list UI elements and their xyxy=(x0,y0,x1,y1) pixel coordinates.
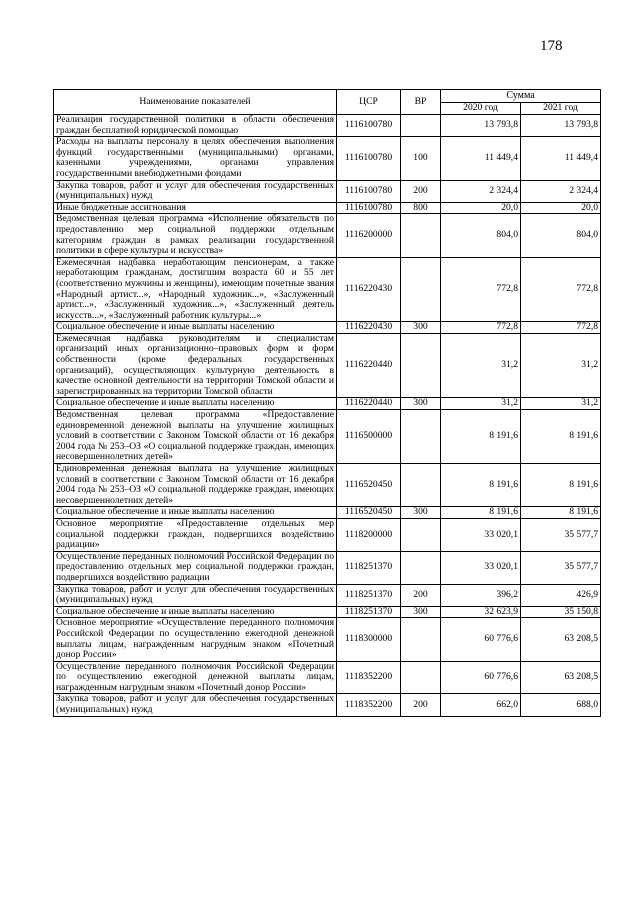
table-row xyxy=(54,606,601,618)
row-csr-cell: 1118352200 xyxy=(337,661,401,694)
row-2021-cell: 426,9 xyxy=(521,584,601,606)
row-csr-cell: 1118300000 xyxy=(337,618,401,661)
row-2021-cell: 804,0 xyxy=(521,214,601,257)
row-name-cell: Основное мероприятие «Предоставление отдельных мер социальной поддержки граждан, подвергшихся воздействию радиации» xyxy=(54,518,337,551)
row-2020-cell: 8 191,6 xyxy=(441,464,521,507)
row-name-cell: Единовременная денежная выплата на улучшение жилищных условий в соответствии с Законом Томской области от 16 декабря 2004 года № 253–ОЗ «О социальной поддержке граждан, имеющих несовершеннолетних детей» xyxy=(54,464,337,507)
row-name-cell: Социальное обеспечение и иные выплаты населению xyxy=(54,606,337,618)
row-vr-cell xyxy=(401,518,441,551)
row-vr-cell: 300 xyxy=(401,507,441,519)
row-2020-cell: 60 776,6 xyxy=(441,661,521,694)
row-name-cell: Осуществление переданных полномочий Российской Федерации по предоставлению отдельных мер социальной поддержки граждан, подвергшихся воздействию радиации xyxy=(54,551,337,584)
row-2020-cell: 804,0 xyxy=(441,214,521,257)
page-number: 178 xyxy=(540,38,563,54)
header-year-2021: 2021 год xyxy=(521,103,601,115)
row-2021-cell: 31,2 xyxy=(521,333,601,398)
row-name-cell: Ведомственная целевая программа «Исполнение обязательств по предоставлению мер социальной поддержки отдельным категориям граждан в рамках реализации государственной политики в сфере культуры и искусства» xyxy=(54,214,337,257)
table-row xyxy=(54,180,601,202)
table-row xyxy=(54,322,601,334)
row-vr-cell: 200 xyxy=(401,694,441,716)
table-row xyxy=(54,137,601,180)
row-name-cell: Закупка товаров, работ и услуг для обеспечения государственных (муниципальных) нужд xyxy=(54,694,337,716)
row-csr-cell: 1118200000 xyxy=(337,518,401,551)
row-2021-cell: 31,2 xyxy=(521,398,601,410)
row-vr-cell xyxy=(401,410,441,464)
table-row xyxy=(54,398,601,410)
row-2020-cell: 20,0 xyxy=(441,202,521,214)
row-vr-cell xyxy=(401,661,441,694)
row-csr-cell: 1116220440 xyxy=(337,333,401,398)
row-vr-cell: 300 xyxy=(401,606,441,618)
row-2021-cell: 35 577,7 xyxy=(521,551,601,584)
row-name-cell: Закупка товаров, работ и услуг для обеспечения государственных (муниципальных) нужд xyxy=(54,584,337,606)
row-csr-cell: 1116220430 xyxy=(337,322,401,334)
row-vr-cell xyxy=(401,115,441,137)
row-2020-cell: 772,8 xyxy=(441,322,521,334)
row-csr-cell: 1116520450 xyxy=(337,464,401,507)
row-2021-cell: 8 191,6 xyxy=(521,507,601,519)
row-2021-cell: 35 577,7 xyxy=(521,518,601,551)
table-row xyxy=(54,507,601,519)
row-2020-cell: 8 191,6 xyxy=(441,507,521,519)
row-2020-cell: 8 191,6 xyxy=(441,410,521,464)
row-2020-cell: 32 623,9 xyxy=(441,606,521,618)
row-vr-cell xyxy=(401,333,441,398)
row-2021-cell: 63 208,5 xyxy=(521,618,601,661)
row-2020-cell: 33 020,1 xyxy=(441,518,521,551)
row-name-cell: Социальное обеспечение и иные выплаты населению xyxy=(54,322,337,334)
row-csr-cell: 1116100780 xyxy=(337,137,401,180)
table-row xyxy=(54,518,601,551)
row-2021-cell: 11 449,4 xyxy=(521,137,601,180)
row-2020-cell: 662,0 xyxy=(441,694,521,716)
row-2021-cell: 772,8 xyxy=(521,322,601,334)
row-vr-cell: 200 xyxy=(401,180,441,202)
row-vr-cell xyxy=(401,551,441,584)
row-2021-cell: 8 191,6 xyxy=(521,410,601,464)
header-year-2020: 2020 год xyxy=(441,103,521,115)
row-2021-cell: 688,0 xyxy=(521,694,601,716)
table-row xyxy=(54,214,601,257)
row-csr-cell: 1118251370 xyxy=(337,606,401,618)
row-2020-cell: 31,2 xyxy=(441,333,521,398)
row-name-cell: Закупка товаров, работ и услуг для обеспечения государственных (муниципальных) нужд xyxy=(54,180,337,202)
row-csr-cell: 1116220440 xyxy=(337,398,401,410)
row-vr-cell: 200 xyxy=(401,584,441,606)
row-csr-cell: 1116200000 xyxy=(337,214,401,257)
row-name-cell: Осуществление переданного полномочия Российской Федерации по осуществлению ежегодной денежной выплаты лицам, награжденным нагрудным знаком «Почетный донор России» xyxy=(54,661,337,694)
table-row xyxy=(54,115,601,137)
table-row xyxy=(54,584,601,606)
row-name-cell: Ежемесячная надбавка руководителям и специалистам организаций иных организационно–правовых форм и форм собственности (кроме федеральных государственных организаций), осуществляющих культурную деятельность в качестве основной деятельности на территории Томской области и зарегистрированных на территории Томской области xyxy=(54,333,337,398)
header-sum: Сумма xyxy=(441,90,601,103)
row-2020-cell: 396,2 xyxy=(441,584,521,606)
row-csr-cell: 1116500000 xyxy=(337,410,401,464)
row-name-cell: Иные бюджетные ассигнования xyxy=(54,202,337,214)
row-csr-cell: 1118251370 xyxy=(337,584,401,606)
row-2021-cell: 63 208,5 xyxy=(521,661,601,694)
budget-table xyxy=(53,89,601,717)
row-2020-cell: 13 793,8 xyxy=(441,115,521,137)
row-csr-cell: 1118352200 xyxy=(337,694,401,716)
table-row xyxy=(54,661,601,694)
row-2020-cell: 2 324,4 xyxy=(441,180,521,202)
row-vr-cell xyxy=(401,257,441,322)
row-name-cell: Реализация государственной политики в области обеспечения граждан бесплатной юридической помощью xyxy=(54,115,337,137)
table-row xyxy=(54,694,601,716)
header-name: Наименование показателей xyxy=(54,90,337,115)
row-vr-cell: 100 xyxy=(401,137,441,180)
row-2021-cell: 8 191,6 xyxy=(521,464,601,507)
row-2020-cell: 33 020,1 xyxy=(441,551,521,584)
row-csr-cell: 1116100780 xyxy=(337,202,401,214)
row-name-cell: Расходы на выплаты персоналу в целях обеспечения выполнения функций государственными (муниципальными) органами, казенными учреждениями, органами управления государственными внебюджетными фондами xyxy=(54,137,337,180)
row-vr-cell xyxy=(401,464,441,507)
row-csr-cell: 1116220430 xyxy=(337,257,401,322)
table-row xyxy=(54,618,601,661)
row-2021-cell: 13 793,8 xyxy=(521,115,601,137)
table-row xyxy=(54,333,601,398)
header-csr: ЦСР xyxy=(337,90,401,115)
row-vr-cell xyxy=(401,618,441,661)
table-row xyxy=(54,257,601,322)
row-2020-cell: 772,8 xyxy=(441,257,521,322)
row-2021-cell: 35 150,8 xyxy=(521,606,601,618)
row-name-cell: Социальное обеспечение и иные выплаты населению xyxy=(54,398,337,410)
row-2020-cell: 60 776,6 xyxy=(441,618,521,661)
row-2021-cell: 20,0 xyxy=(521,202,601,214)
row-2020-cell: 31,2 xyxy=(441,398,521,410)
table-body xyxy=(54,115,601,717)
row-2021-cell: 2 324,4 xyxy=(521,180,601,202)
row-2021-cell: 772,8 xyxy=(521,257,601,322)
row-name-cell: Основное мероприятие «Осуществление переданного полномочия Российской Федерации по осуществлению ежегодной денежной выплаты лицам, награжденным нагрудным знаком «Почетный донор России» xyxy=(54,618,337,661)
row-vr-cell: 300 xyxy=(401,398,441,410)
row-vr-cell xyxy=(401,214,441,257)
row-2020-cell: 11 449,4 xyxy=(441,137,521,180)
row-csr-cell: 1116100780 xyxy=(337,180,401,202)
table-row xyxy=(54,464,601,507)
table-row xyxy=(54,551,601,584)
row-vr-cell: 800 xyxy=(401,202,441,214)
table-row xyxy=(54,410,601,464)
row-csr-cell: 1116100780 xyxy=(337,115,401,137)
row-vr-cell: 300 xyxy=(401,322,441,334)
row-name-cell: Ежемесячная надбавка неработающим пенсионерам, а также неработающим гражданам, достигшим возраста 60 и 55 лет (соответственно мужчины и женщины), имеющим почетные звания «Народный артист...», «Народный художник...», «Заслуженный артист...», «Заслуженный художник...», «Заслуженный деятель искусств...», «Заслуженный работник культуры...» xyxy=(54,257,337,322)
row-csr-cell: 1116520450 xyxy=(337,507,401,519)
table-row xyxy=(54,202,601,214)
row-name-cell: Ведомственная целевая программа «Предоставление единовременной денежной выплаты на улучшение жилищных условий в соответствии с Законом Томской области от 16 декабря 2004 года № 253–ОЗ «О социальной поддержке граждан, имеющих несовершеннолетних детей» xyxy=(54,410,337,464)
row-name-cell: Социальное обеспечение и иные выплаты населению xyxy=(54,507,337,519)
header-vr: ВР xyxy=(401,90,441,115)
row-csr-cell: 1118251370 xyxy=(337,551,401,584)
